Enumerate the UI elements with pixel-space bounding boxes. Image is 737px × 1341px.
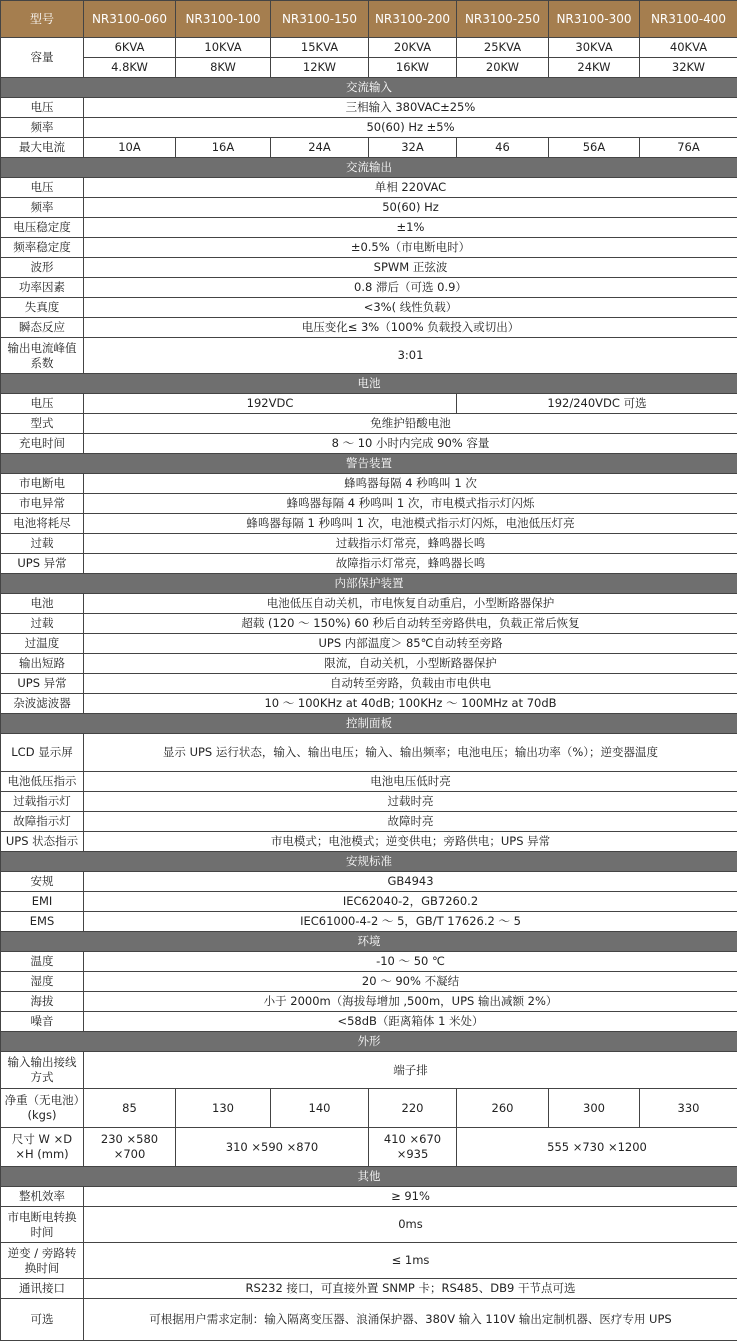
capacity-label: 容量 — [1, 38, 84, 78]
spec-value: 自动转至旁路，负载由市电供电 — [84, 674, 737, 694]
spec-value: IEC62040-2，GB7260.2 — [84, 892, 737, 912]
size-value: 410 ×670 ×935 — [369, 1128, 457, 1167]
spec-label: 充电时间 — [1, 434, 84, 454]
spec-value: ±1% — [84, 218, 737, 238]
capacity-kva: 25KVA — [457, 38, 549, 58]
spec-label: 净重（无电池）(kgs) — [1, 1089, 84, 1128]
spec-label: LCD 显示屏 — [1, 734, 84, 772]
weight-value: 220 — [369, 1089, 457, 1128]
spec-row — [1, 892, 737, 912]
section-appearance — [1, 1032, 737, 1052]
spec-row — [1, 178, 737, 198]
current-value: 76A — [640, 138, 737, 158]
section-title: 安规标准 — [1, 852, 737, 872]
size-value: 555 ×730 ×1200 — [457, 1128, 737, 1167]
spec-label: 电池将耗尽 — [1, 514, 84, 534]
capacity-kva: 6KVA — [84, 38, 176, 58]
spec-label: UPS 异常 — [1, 554, 84, 574]
spec-value: GB4943 — [84, 872, 737, 892]
weight-value: 85 — [84, 1089, 176, 1128]
spec-row — [1, 414, 737, 434]
spec-row — [1, 238, 737, 258]
spec-value: ≤ 1ms — [84, 1243, 737, 1279]
spec-value: 小于 2000m（海拔每增加 ,500m，UPS 输出减额 2%） — [84, 992, 737, 1012]
model-name: NR3100-400 — [640, 1, 737, 38]
spec-label: 通讯接口 — [1, 1279, 84, 1299]
spec-label: 整机效率 — [1, 1187, 84, 1207]
spec-label: 输出电流峰值系数 — [1, 338, 84, 374]
spec-row — [1, 338, 737, 374]
weight-value: 140 — [271, 1089, 369, 1128]
model-header-row — [1, 1, 737, 38]
spec-label: 输出短路 — [1, 654, 84, 674]
spec-row — [1, 138, 737, 158]
model-name: NR3100-200 — [369, 1, 457, 38]
section-other — [1, 1167, 737, 1187]
spec-value: UPS 内部温度＞ 85℃自动转至旁路 — [84, 634, 737, 654]
spec-row — [1, 872, 737, 892]
section-ac-output — [1, 158, 737, 178]
spec-row — [1, 118, 737, 138]
spec-label: EMS — [1, 912, 84, 932]
spec-label: 可选 — [1, 1299, 84, 1341]
spec-label: 最大电流 — [1, 138, 84, 158]
spec-value: 端子排 — [84, 1052, 737, 1089]
spec-row — [1, 1052, 737, 1089]
spec-row — [1, 1012, 737, 1032]
capacity-kva: 15KVA — [271, 38, 369, 58]
spec-label: 尺寸 W ×D ×H (mm) — [1, 1128, 84, 1167]
spec-label: 频率稳定度 — [1, 238, 84, 258]
spec-row — [1, 792, 737, 812]
size-row — [1, 1128, 737, 1167]
spec-row — [1, 832, 737, 852]
spec-row — [1, 772, 737, 792]
capacity-row — [1, 38, 737, 58]
spec-value: RS232 接口，可直接外置 SNMP 卡；RS485、DB9 干节点可选 — [84, 1279, 737, 1299]
current-value: 56A — [549, 138, 640, 158]
model-name: NR3100-300 — [549, 1, 640, 38]
spec-label: 过温度 — [1, 634, 84, 654]
spec-value: 电压变化≤ 3%（100% 负载投入或切出） — [84, 318, 737, 338]
spec-row — [1, 218, 737, 238]
spec-label: 电压稳定度 — [1, 218, 84, 238]
capacity-kva: 30KVA — [549, 38, 640, 58]
capacity-kva: 10KVA — [176, 38, 271, 58]
model-name: NR3100-100 — [176, 1, 271, 38]
spec-row — [1, 494, 737, 514]
section-title: 交流输入 — [1, 78, 737, 98]
spec-value: 50(60) Hz ±5% — [84, 118, 737, 138]
spec-label: 频率 — [1, 118, 84, 138]
spec-value: 20 ～ 90% 不凝结 — [84, 972, 737, 992]
current-value: 32A — [369, 138, 457, 158]
capacity-kva: 20KVA — [369, 38, 457, 58]
spec-row — [1, 634, 737, 654]
spec-row — [1, 734, 737, 772]
spec-row — [1, 514, 737, 534]
spec-value: 0.8 滞后（可选 0.9） — [84, 278, 737, 298]
spec-row — [1, 972, 737, 992]
current-value: 46 — [457, 138, 549, 158]
spec-label: 电池低压指示 — [1, 772, 84, 792]
spec-label: 波形 — [1, 258, 84, 278]
spec-label: 安规 — [1, 872, 84, 892]
current-value: 16A — [176, 138, 271, 158]
spec-value: 市电模式；电池模式；逆变供电；旁路供电；UPS 异常 — [84, 832, 737, 852]
spec-label: 噪音 — [1, 1012, 84, 1032]
capacity-kw: 24KW — [549, 58, 640, 78]
spec-value: IEC61000-4-2 ～ 5，GB/T 17626.2 ～ 5 — [84, 912, 737, 932]
spec-row — [1, 318, 737, 338]
model-label: 型号 — [1, 1, 84, 38]
spec-row — [1, 1187, 737, 1207]
weight-value: 300 — [549, 1089, 640, 1128]
spec-label: 过载 — [1, 534, 84, 554]
spec-value: 显示 UPS 运行状态，输入、输出电压；输入、输出频率；电池电压；输出功率（%）；逆变器温度 — [84, 734, 737, 772]
spec-row — [1, 992, 737, 1012]
spec-row — [1, 258, 737, 278]
spec-label: 瞬态反应 — [1, 318, 84, 338]
spec-label: 功率因素 — [1, 278, 84, 298]
section-title: 电池 — [1, 374, 737, 394]
weight-value: 260 — [457, 1089, 549, 1128]
spec-row — [1, 198, 737, 218]
capacity-kw-row — [1, 58, 737, 78]
spec-value: 192/240VDC 可选 — [457, 394, 737, 414]
section-ac-input — [1, 78, 737, 98]
spec-value: 故障时亮 — [84, 812, 737, 832]
section-title: 控制面板 — [1, 714, 737, 734]
spec-row — [1, 654, 737, 674]
section-title: 警告装置 — [1, 454, 737, 474]
capacity-kw: 20KW — [457, 58, 549, 78]
current-value: 10A — [84, 138, 176, 158]
section-protection — [1, 574, 737, 594]
spec-label: 电压 — [1, 394, 84, 414]
spec-row — [1, 1279, 737, 1299]
spec-label: 输入输出接线方式 — [1, 1052, 84, 1089]
spec-row — [1, 952, 737, 972]
spec-row — [1, 912, 737, 932]
spec-row — [1, 278, 737, 298]
spec-label: 失真度 — [1, 298, 84, 318]
section-safety — [1, 852, 737, 872]
spec-value: 单相 220VAC — [84, 178, 737, 198]
spec-label: 市电断电 — [1, 474, 84, 494]
section-title: 内部保护装置 — [1, 574, 737, 594]
spec-value: 过载指示灯常亮，蜂鸣器长鸣 — [84, 534, 737, 554]
spec-row — [1, 554, 737, 574]
spec-label: EMI — [1, 892, 84, 912]
spec-value: 10 ～ 100KHz at 40dB; 100KHz ～ 100MHz at 70dB — [84, 694, 737, 714]
size-value: 310 ×590 ×870 — [176, 1128, 369, 1167]
spec-value: 电池低压自动关机，市电恢复自动重启，小型断路器保护 — [84, 594, 737, 614]
section-title: 外形 — [1, 1032, 737, 1052]
spec-label: 故障指示灯 — [1, 812, 84, 832]
spec-row — [1, 594, 737, 614]
model-name: NR3100-060 — [84, 1, 176, 38]
spec-label: 过载指示灯 — [1, 792, 84, 812]
spec-label: 电池 — [1, 594, 84, 614]
spec-row — [1, 534, 737, 554]
spec-label: 频率 — [1, 198, 84, 218]
spec-row — [1, 98, 737, 118]
spec-value: 免维护铅酸电池 — [84, 414, 737, 434]
spec-value: ≥ 91% — [84, 1187, 737, 1207]
section-alarm — [1, 454, 737, 474]
weight-value: 130 — [176, 1089, 271, 1128]
spec-row — [1, 1243, 737, 1279]
spec-value: <58dB（距离箱体 1 米处） — [84, 1012, 737, 1032]
spec-row — [1, 614, 737, 634]
section-title: 交流输出 — [1, 158, 737, 178]
size-value: 230 ×580 ×700 — [84, 1128, 176, 1167]
spec-row — [1, 394, 737, 414]
spec-value: 过载时亮 — [84, 792, 737, 812]
weight-row — [1, 1089, 737, 1128]
spec-label: 湿度 — [1, 972, 84, 992]
current-value: 24A — [271, 138, 369, 158]
spec-value: 蜂鸣器每隔 1 秒鸣叫 1 次，电池模式指示灯闪烁，电池低压灯亮 — [84, 514, 737, 534]
spec-row — [1, 694, 737, 714]
spec-label: 电压 — [1, 178, 84, 198]
spec-row — [1, 1299, 737, 1341]
spec-label: 电压 — [1, 98, 84, 118]
spec-value: 三相输入 380VAC±25% — [84, 98, 737, 118]
spec-row — [1, 812, 737, 832]
spec-value: 可根据用户需求定制：输入隔离变压器、浪涌保护器、380V 输入 110V 输出定制机器、医疗专用 UPS — [84, 1299, 737, 1341]
section-title: 其他 — [1, 1167, 737, 1187]
spec-label: 市电断电转换时间 — [1, 1207, 84, 1243]
capacity-kw: 12KW — [271, 58, 369, 78]
capacity-kw: 32KW — [640, 58, 737, 78]
spec-value: 故障指示灯常亮，蜂鸣器长鸣 — [84, 554, 737, 574]
spec-label: 逆变 / 旁路转换时间 — [1, 1243, 84, 1279]
spec-label: 温度 — [1, 952, 84, 972]
spec-value: 蜂鸣器每隔 4 秒鸣叫 1 次 — [84, 474, 737, 494]
spec-label: 型式 — [1, 414, 84, 434]
spec-label: 过载 — [1, 614, 84, 634]
spec-row — [1, 298, 737, 318]
spec-value: <3%( 线性负载） — [84, 298, 737, 318]
spec-label: UPS 异常 — [1, 674, 84, 694]
spec-value: 50(60) Hz — [84, 198, 737, 218]
model-name: NR3100-250 — [457, 1, 549, 38]
spec-value: 超载 (120 ～ 150%) 60 秒后自动转至旁路供电，负载正常后恢复 — [84, 614, 737, 634]
capacity-kw: 4.8KW — [84, 58, 176, 78]
spec-value: 限流，自动关机，小型断路器保护 — [84, 654, 737, 674]
spec-label: UPS 状态指示 — [1, 832, 84, 852]
spec-label: 杂波滤波器 — [1, 694, 84, 714]
spec-value: ±0.5%（市电断电时） — [84, 238, 737, 258]
spec-row — [1, 674, 737, 694]
spec-value: 8 ～ 10 小时内完成 90% 容量 — [84, 434, 737, 454]
weight-value: 330 — [640, 1089, 737, 1128]
capacity-kva: 40KVA — [640, 38, 737, 58]
capacity-kw: 16KW — [369, 58, 457, 78]
spec-value: 0ms — [84, 1207, 737, 1243]
section-title: 环境 — [1, 932, 737, 952]
spec-label: 市电异常 — [1, 494, 84, 514]
spec-value: -10 ～ 50 ℃ — [84, 952, 737, 972]
spec-value: 蜂鸣器每隔 4 秒鸣叫 1 次，市电模式指示灯闪烁 — [84, 494, 737, 514]
spec-value: 192VDC — [84, 394, 457, 414]
spec-value: 电池电压低时亮 — [84, 772, 737, 792]
spec-row — [1, 434, 737, 454]
spec-value: SPWM 正弦波 — [84, 258, 737, 278]
capacity-kw: 8KW — [176, 58, 271, 78]
section-battery — [1, 374, 737, 394]
section-control-panel — [1, 714, 737, 734]
spec-value: 3:01 — [84, 338, 737, 374]
model-name: NR3100-150 — [271, 1, 369, 38]
spec-row — [1, 1207, 737, 1243]
spec-row — [1, 474, 737, 494]
spec-label: 海拔 — [1, 992, 84, 1012]
section-environment — [1, 932, 737, 952]
